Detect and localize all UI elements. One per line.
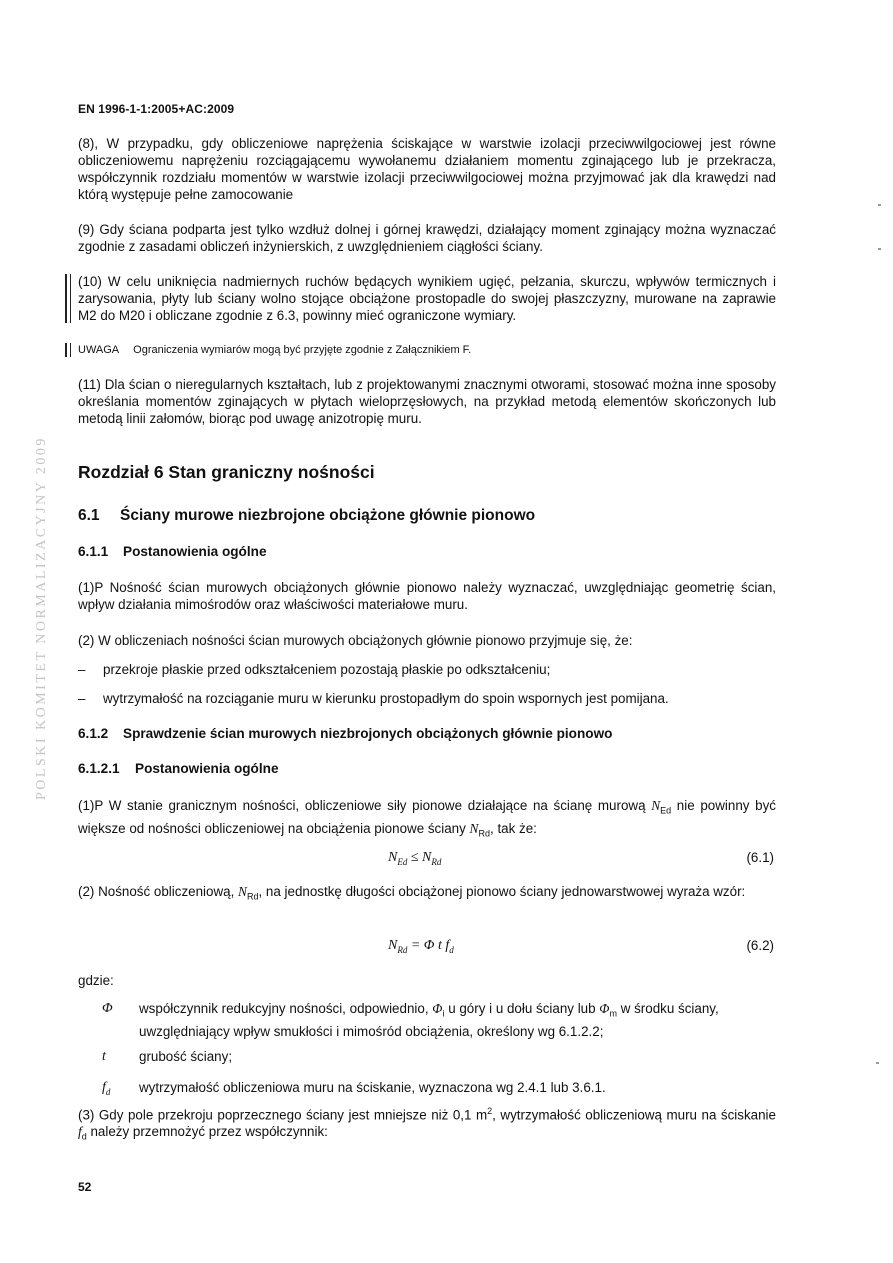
definition-text: grubość ściany; [139, 1048, 233, 1064]
section-number: 6.1.1 [78, 544, 109, 559]
section-title: Ściany murowe niezbrojone obciążone głównie pionowo [120, 507, 536, 524]
definition-text: wytrzymałość obliczeniowa muru na ściskanie, wyznaczona wg 2.4.1 lub 3.6.1. [139, 1079, 606, 1095]
text-run: u góry i u dołu ściany lub [444, 1001, 600, 1016]
scan-mark [878, 204, 881, 206]
list-item [78, 661, 776, 678]
paragraph-8: (8), W przypadku, gdy obliczeniowe naprężenia ściskające w warstwie izolacji przeciwwilgociowej jest równe obliczeniowemu naprężeniu rozciągającemu wywołanemu działaniem momentu zginającego lub je przekracza, współczynnik rozdziału momentów w warstwie izolacji przeciwwilgociowej można przyjmować jak dla krawędzi nad którą występuje pełne zamocowanie [78, 136, 776, 202]
paragraph-6-1-1-1: (1)P Nośność ścian murowych obciążonych głównie pionowo należy wyznaczać, uwzględniając geometrię ścian, wpływ działania mimośrodów oraz właściwości materiałowe muru. [78, 580, 776, 612]
symbol: N [651, 798, 661, 813]
paragraph-6-1-2-1-3 [78, 1103, 776, 1146]
equation-formula [388, 938, 454, 955]
section-title: Postanowienia ogólne [123, 544, 267, 559]
section-number: 6.1.2.1 [78, 761, 120, 776]
symbol: N [388, 850, 398, 865]
text-run: (2) Nośność obliczeniową, [78, 884, 239, 899]
text-run: , wytrzymałość obliczeniową muru na ściskanie [492, 1107, 776, 1123]
where-label: gdzie: [78, 973, 114, 988]
text-run: współczynnik redukcyjny nośności, odpowiednio, [139, 1001, 433, 1016]
chapter-title: Rozdział 6 Stan graniczny nośności [78, 462, 375, 482]
section-6-1-1-heading [78, 544, 267, 559]
paragraph-9: (9) Gdy ściana podparta jest tylko wzdłuż dolnej i górnej krawędzi, działający moment zginający można wyznaczać zgodnie z zasadami obliczeń inżynierskich, z uwzględnieniem ciągłości ściany. [78, 222, 776, 254]
paragraph-11: (11) Dla ścian o nieregularnych kształtach, lub z projektowanymi znacznymi otworami, stosować można inne sposoby określania momentów zginających w płytach wieloprzęsłowych, na przykład metodą elementów skończonych lub metodą linii załomów, biorąc pod uwagę anizotropię muru. [78, 377, 776, 426]
superscript: 2 [487, 1106, 493, 1116]
text-run: , tak że: [490, 820, 537, 836]
definition-item [78, 1000, 776, 1040]
symbol: Φ [432, 1001, 443, 1016]
section-title: Sprawdzenie ścian murowych niezbrojonych obciążonych głównie pionowo [123, 726, 613, 741]
note-tag: UWAGA [78, 344, 120, 356]
subscript: Ed [660, 805, 672, 816]
definition-symbol: t [102, 1048, 106, 1064]
section-number: 6.1 [78, 507, 100, 524]
symbol: N [469, 820, 479, 836]
subscript: d [81, 1132, 87, 1143]
definition-item [78, 1048, 776, 1065]
list-item [78, 690, 776, 707]
list-dash: – [78, 691, 86, 706]
symbol: ≤ N [407, 850, 432, 865]
symbol: f [78, 1124, 82, 1140]
equation-6-2 [78, 938, 776, 958]
paragraph-10: (10) W celu uniknięcia nadmiernych ruchów będących wynikiem ugięć, pełzania, skurczu, wpływów termicznych i zarysowania, płyty lub ściany wolno stojące obciążone prostopadle do swojej płaszczyzny, murowane na zaprawie M2 do M20 i obliczane zgodnie z 6.3, powinny mieć ograniczone wymiary. [78, 274, 776, 323]
list-item-text: wytrzymałość na rozciąganie muru w kierunku prostopadłym do spoin wspornych jest pomijana. [103, 691, 669, 706]
symbol: Φ [599, 1001, 610, 1016]
subscript: Rd [246, 891, 259, 902]
text-run: należy przemnożyć przez współczynnik: [86, 1124, 328, 1140]
page-number: 52 [78, 1180, 92, 1194]
definition-item [78, 1079, 776, 1096]
equation-number: (6.1) [746, 850, 774, 865]
equation-formula [388, 850, 441, 867]
definition-symbol [102, 1079, 110, 1101]
equation-number: (6.2) [746, 938, 774, 953]
section-6-1-heading [78, 507, 535, 525]
equation-6-1 [78, 850, 776, 870]
subscript: d [449, 944, 454, 955]
definition-symbol: Φ [102, 1001, 113, 1016]
subscript: Rd [431, 856, 442, 867]
subscript: i [442, 1008, 445, 1019]
text-run: (3) Gdy pole przekroju poprzecznego ściany jest mniejsze niż 0,1 m [78, 1107, 488, 1123]
symbol: N [388, 938, 398, 953]
scan-mark [876, 1062, 879, 1064]
symbol: = Φ t f [407, 938, 450, 953]
definition-text [139, 1000, 776, 1040]
section-6-1-2-1-heading [78, 761, 279, 776]
paragraph-6-1-2-1-1 [78, 797, 776, 842]
document-header: EN 1996-1-1:2005+AC:2009 [78, 102, 235, 116]
definition-list [78, 1000, 776, 1096]
subscript: d [105, 1086, 111, 1097]
subscript: Ed [397, 856, 408, 867]
note [78, 343, 471, 357]
paragraph-6-1-2-1-2 [78, 883, 776, 906]
note-text: Ograniczenia wymiarów mogą być przyjęte zgodnie z Załącznikiem F. [133, 344, 472, 356]
symbol: N [238, 884, 247, 899]
paragraph-6-1-1-2: (2) W obliczeniach nośności ścian murowych obciążonych głównie pionowo przyjmuje się, że: [78, 633, 633, 648]
text-run: , na jednostkę długości obciążonej pionowo ściany jednowarstwowej wyraża wzór: [258, 884, 746, 899]
subscript: m [609, 1008, 617, 1019]
symbol: f [102, 1079, 106, 1095]
list-dash: – [78, 662, 86, 677]
section-6-1-2-heading [78, 726, 612, 741]
text-run: nie powinny być większe od nośności obliczeniowej na obciążenia pionowe ściany [78, 798, 776, 836]
text-run: (1)P W stanie granicznym nośności, obliczeniowe siły pionowe działające na ścianę murową [78, 798, 652, 813]
section-number: 6.1.2 [78, 726, 109, 741]
text-run: w środku ściany, uwzględniający wpływ smukłości i mimośród obciążenia, określony wg 6.1.2.2; [139, 1001, 719, 1039]
list-item-text: przekroje płaskie przed odkształceniem pozostają płaskie po odkształceniu; [103, 662, 551, 677]
section-title: Postanowienia ogólne [135, 761, 279, 776]
subscript: Rd [478, 828, 490, 839]
watermark: POLSKI KOMITET NORMALIZACYJNY 2009 [34, 436, 49, 800]
scan-mark [878, 248, 881, 250]
subscript: Rd [397, 944, 408, 955]
